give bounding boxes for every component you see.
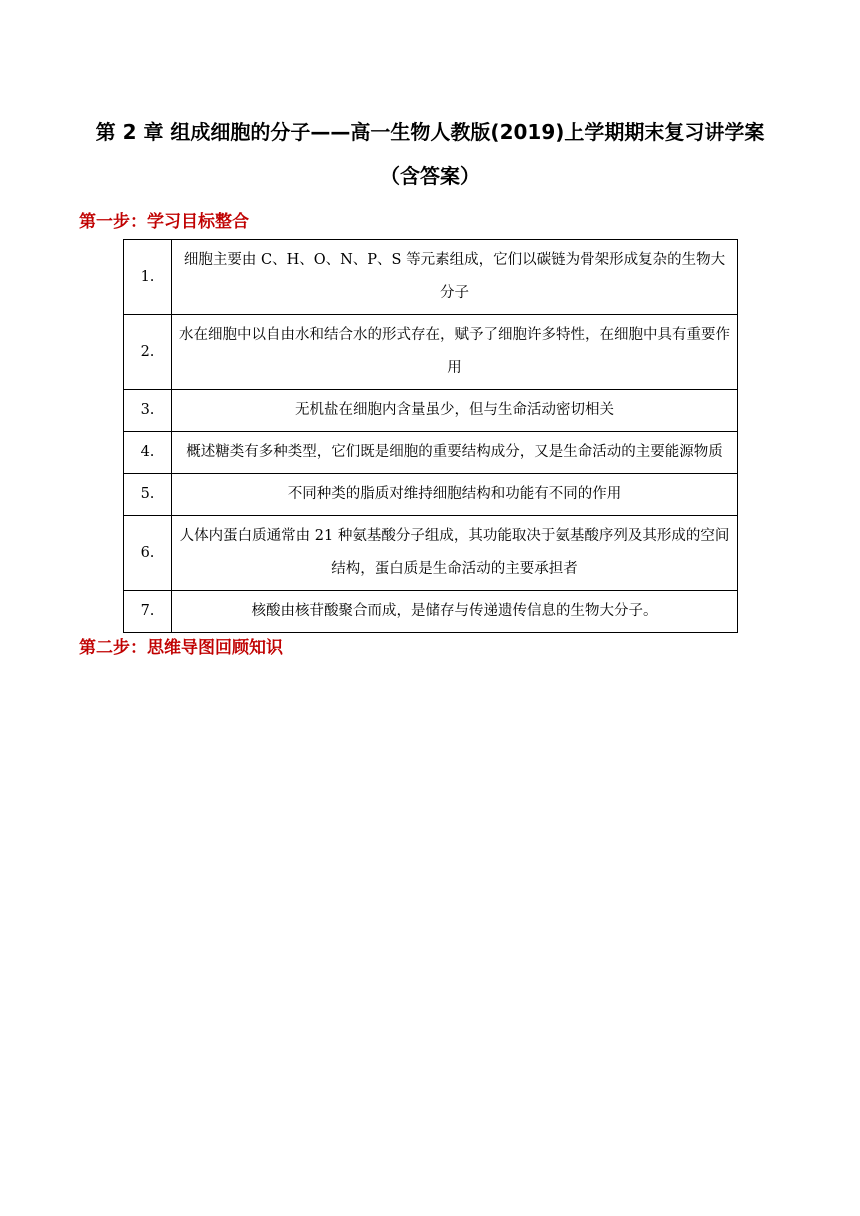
table-row	[124, 315, 738, 390]
table-row	[124, 516, 738, 591]
row-text: 无机盐在细胞内含量虽少，但与生命活动密切相关	[172, 390, 738, 432]
row-number: 7.	[124, 591, 172, 633]
table-row	[124, 390, 738, 432]
row-text: 核酸由核苷酸聚合而成，是储存与传递遗传信息的生物大分子。	[172, 591, 738, 633]
row-text: 细胞主要由 C、H、O、N、P、S 等元素组成，它们以碳链为骨架形成复杂的生物大分子	[172, 240, 738, 315]
table-row	[124, 591, 738, 633]
row-number: 5.	[124, 474, 172, 516]
page-subtitle: （含答案）	[380, 164, 480, 188]
row-number: 2.	[124, 315, 172, 390]
row-text: 不同种类的脂质对维持细胞结构和功能有不同的作用	[172, 474, 738, 516]
table-row	[124, 474, 738, 516]
row-text: 人体内蛋白质通常由 21 种氨基酸分子组成，其功能取决于氨基酸序列及其形成的空间结构，蛋白质是生命活动的主要承担者	[172, 516, 738, 591]
table-row	[124, 240, 738, 315]
section-heading-step1: 第一步：学习目标整合	[79, 212, 249, 232]
row-number: 4.	[124, 432, 172, 474]
section-heading-step2: 第二步：思维导图回顾知识	[79, 638, 283, 658]
table-row	[124, 432, 738, 474]
row-text: 水在细胞中以自由水和结合水的形式存在，赋予了细胞许多特性，在细胞中具有重要作用	[172, 315, 738, 390]
row-number: 6.	[124, 516, 172, 591]
row-number: 1.	[124, 240, 172, 315]
objectives-table	[123, 239, 738, 633]
row-number: 3.	[124, 390, 172, 432]
row-text: 概述糖类有多种类型，它们既是细胞的重要结构成分，又是生命活动的主要能源物质	[172, 432, 738, 474]
page-title: 第 2 章 组成细胞的分子——高一生物人教版(2019)上学期期末复习讲学案	[95, 120, 765, 144]
